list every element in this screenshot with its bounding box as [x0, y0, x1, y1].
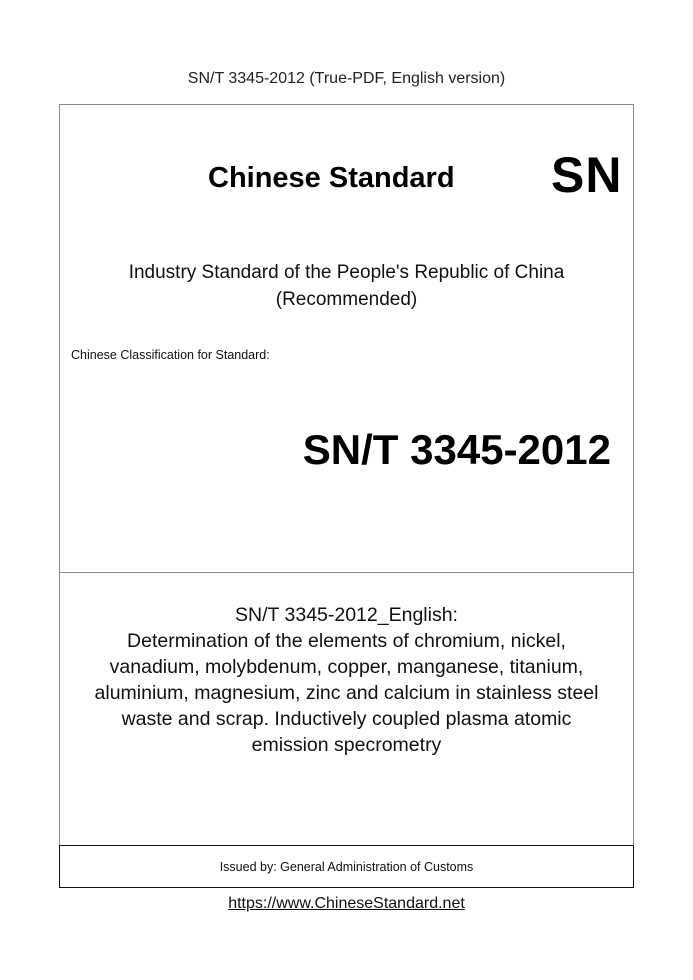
issued-by-box: [59, 845, 634, 888]
description-line: emission specrometry: [251, 734, 442, 756]
website-link[interactable]: https://www.ChineseStandard.net: [228, 895, 465, 912]
industry-line-1: Industry Standard of the People's Republic of China: [128, 262, 565, 283]
section-divider: [60, 572, 633, 573]
description-line: vanadium, molybdenum, copper, manganese, titanium,: [109, 656, 584, 678]
description-line: waste and scrap. Inductively coupled plasma atomic: [121, 708, 572, 730]
industry-standard-text: [60, 259, 633, 313]
cover-frame: [59, 104, 634, 888]
standard-code-mark: SN: [551, 147, 623, 203]
standard-description: [60, 602, 633, 758]
description-line: SN/T 3345-2012_English:: [235, 604, 458, 626]
standard-title: Chinese Standard: [208, 162, 455, 194]
description-line: aluminium, magnesium, zinc and calcium in stainless steel: [94, 682, 599, 704]
classification-label: Chinese Classification for Standard:: [71, 348, 270, 362]
issued-by-text: Issued by: General Administration of Customs: [219, 859, 474, 874]
standard-number: SN/T 3345-2012: [302, 426, 611, 473]
title-row: [60, 146, 633, 206]
description-line: Determination of the elements of chromium, nickel,: [127, 630, 566, 652]
page-header: SN/T 3345-2012 (True-PDF, English version): [187, 70, 506, 87]
industry-line-2: (Recommended): [275, 289, 418, 310]
